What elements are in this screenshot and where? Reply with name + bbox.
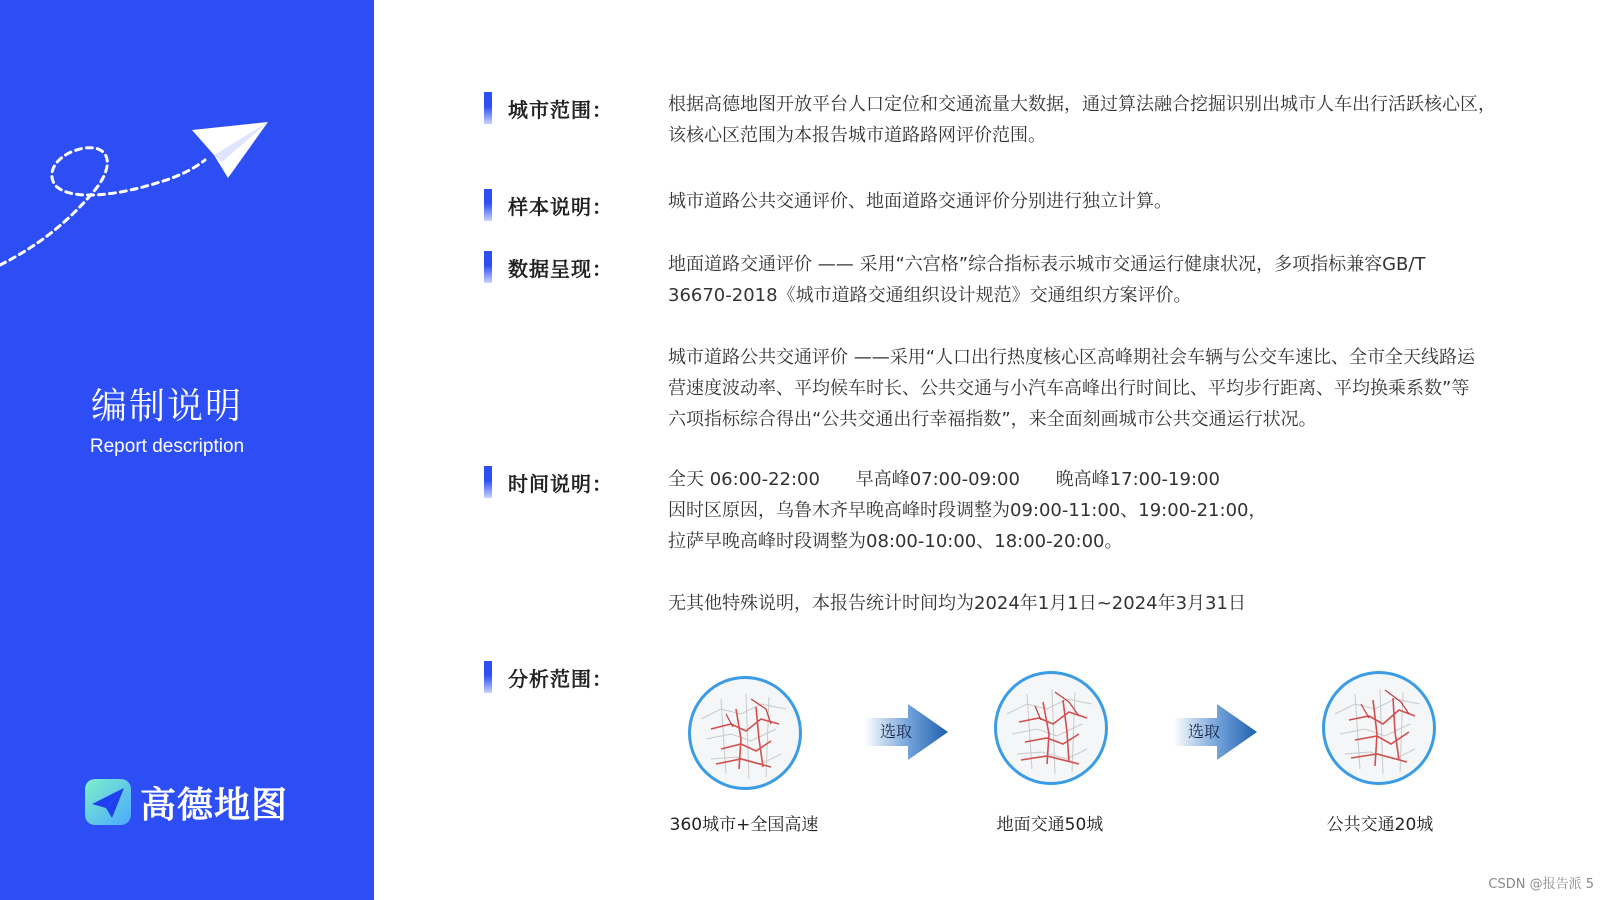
peak-hours-line: [668, 464, 1578, 495]
section-marker: [484, 466, 492, 498]
map-thumbnail-icon: [691, 679, 799, 787]
city-scope-label: 城市范围：: [508, 98, 613, 122]
map-thumbnail-icon: [1325, 674, 1433, 782]
map-caption: 公共交通20城: [1326, 815, 1434, 835]
sample-line: 城市道路公共交通评价、地面道路交通评价分别进行独立计算。: [668, 191, 1172, 212]
map-thumbnail-icon: [1322, 671, 1436, 785]
section-marker: [484, 661, 492, 693]
data-presentation-line: 36670-2018《城市道路交通组织设计规范》交通组织方案评价。: [668, 285, 1192, 306]
analysis-label: 分析范围：: [508, 667, 613, 691]
sample-label: 样本说明：: [508, 195, 613, 219]
logo-text: 高德地图: [140, 784, 289, 826]
time-note: [668, 588, 1578, 619]
data-presentation-text-1: [668, 249, 1578, 311]
city-scope-text: [668, 89, 1578, 151]
sidebar-title: 编制说明: [90, 386, 243, 427]
data-presentation-line: 地面道路交通评价 —— 采用“六宫格”综合指标表示城市交通运行健康状况，多项指标兼容GB/T: [668, 254, 1426, 275]
sample-text: [668, 186, 1578, 217]
data-presentation-text-2: [668, 342, 1578, 435]
morning-peak-hours: 早高峰07:00-09:00: [855, 469, 1020, 490]
paper-plane-icon: [0, 110, 280, 280]
city-scope-line: 根据高德地图开放平台人口定位和交通流量大数据，通过算法融合挖掘识别出城市人车出行活跃核心区，: [668, 94, 1496, 115]
sidebar-panel: [0, 0, 374, 900]
data-presentation-label: 数据呈现：: [508, 257, 613, 281]
data-presentation-line: 营速度波动率、平均候车时长、公共交通与小汽车高峰出行时间比、平均步行距离、平均换乘系数”等: [668, 378, 1470, 399]
map-caption: 360城市+全国高速: [669, 815, 819, 835]
map-thumbnail-icon: [997, 674, 1105, 782]
section-marker: [484, 189, 492, 221]
select-arrow-label: 选取: [1187, 722, 1220, 741]
map-caption: 地面交通50城: [996, 815, 1104, 835]
sidebar-subtitle: Report description: [89, 436, 245, 457]
city-scope-line: 该核心区范围为本报告城市道路路网评价范围。: [668, 125, 1046, 146]
time-line: 因时区原因，乌鲁木齐早晚高峰时段调整为09:00-11:00、19:00-21:00，: [668, 500, 1267, 521]
time-label: 时间说明：: [508, 472, 613, 496]
section-marker: [484, 251, 492, 283]
amap-logo-icon: [84, 778, 132, 826]
amap-logo: [84, 778, 288, 826]
time-text: [668, 464, 1578, 557]
time-line: 拉萨早晚高峰时段调整为08:00-10:00、18:00-20:00。: [668, 531, 1123, 552]
time-line: 无其他特殊说明，本报告统计时间均为2024年1月1日~2024年3月31日: [668, 593, 1246, 614]
evening-peak-hours: 晚高峰17:00-19:00: [1055, 469, 1220, 490]
section-marker: [484, 92, 492, 124]
watermark: CSDN @报告派 5: [1488, 877, 1594, 892]
map-thumbnail-icon: [994, 671, 1108, 785]
data-presentation-line: 六项指标综合得出“公共交通出行幸福指数”，来全面刻画城市公共交通运行状况。: [668, 409, 1317, 430]
map-thumbnail-icon: [688, 676, 802, 790]
data-presentation-line: 城市道路公共交通评价 ——采用“人口出行热度核心区高峰期社会车辆与公交车速比、全市全天线路运: [668, 347, 1476, 368]
all-day-hours: 全天 06:00-22:00: [668, 469, 820, 490]
select-arrow-label: 选取: [879, 722, 912, 741]
